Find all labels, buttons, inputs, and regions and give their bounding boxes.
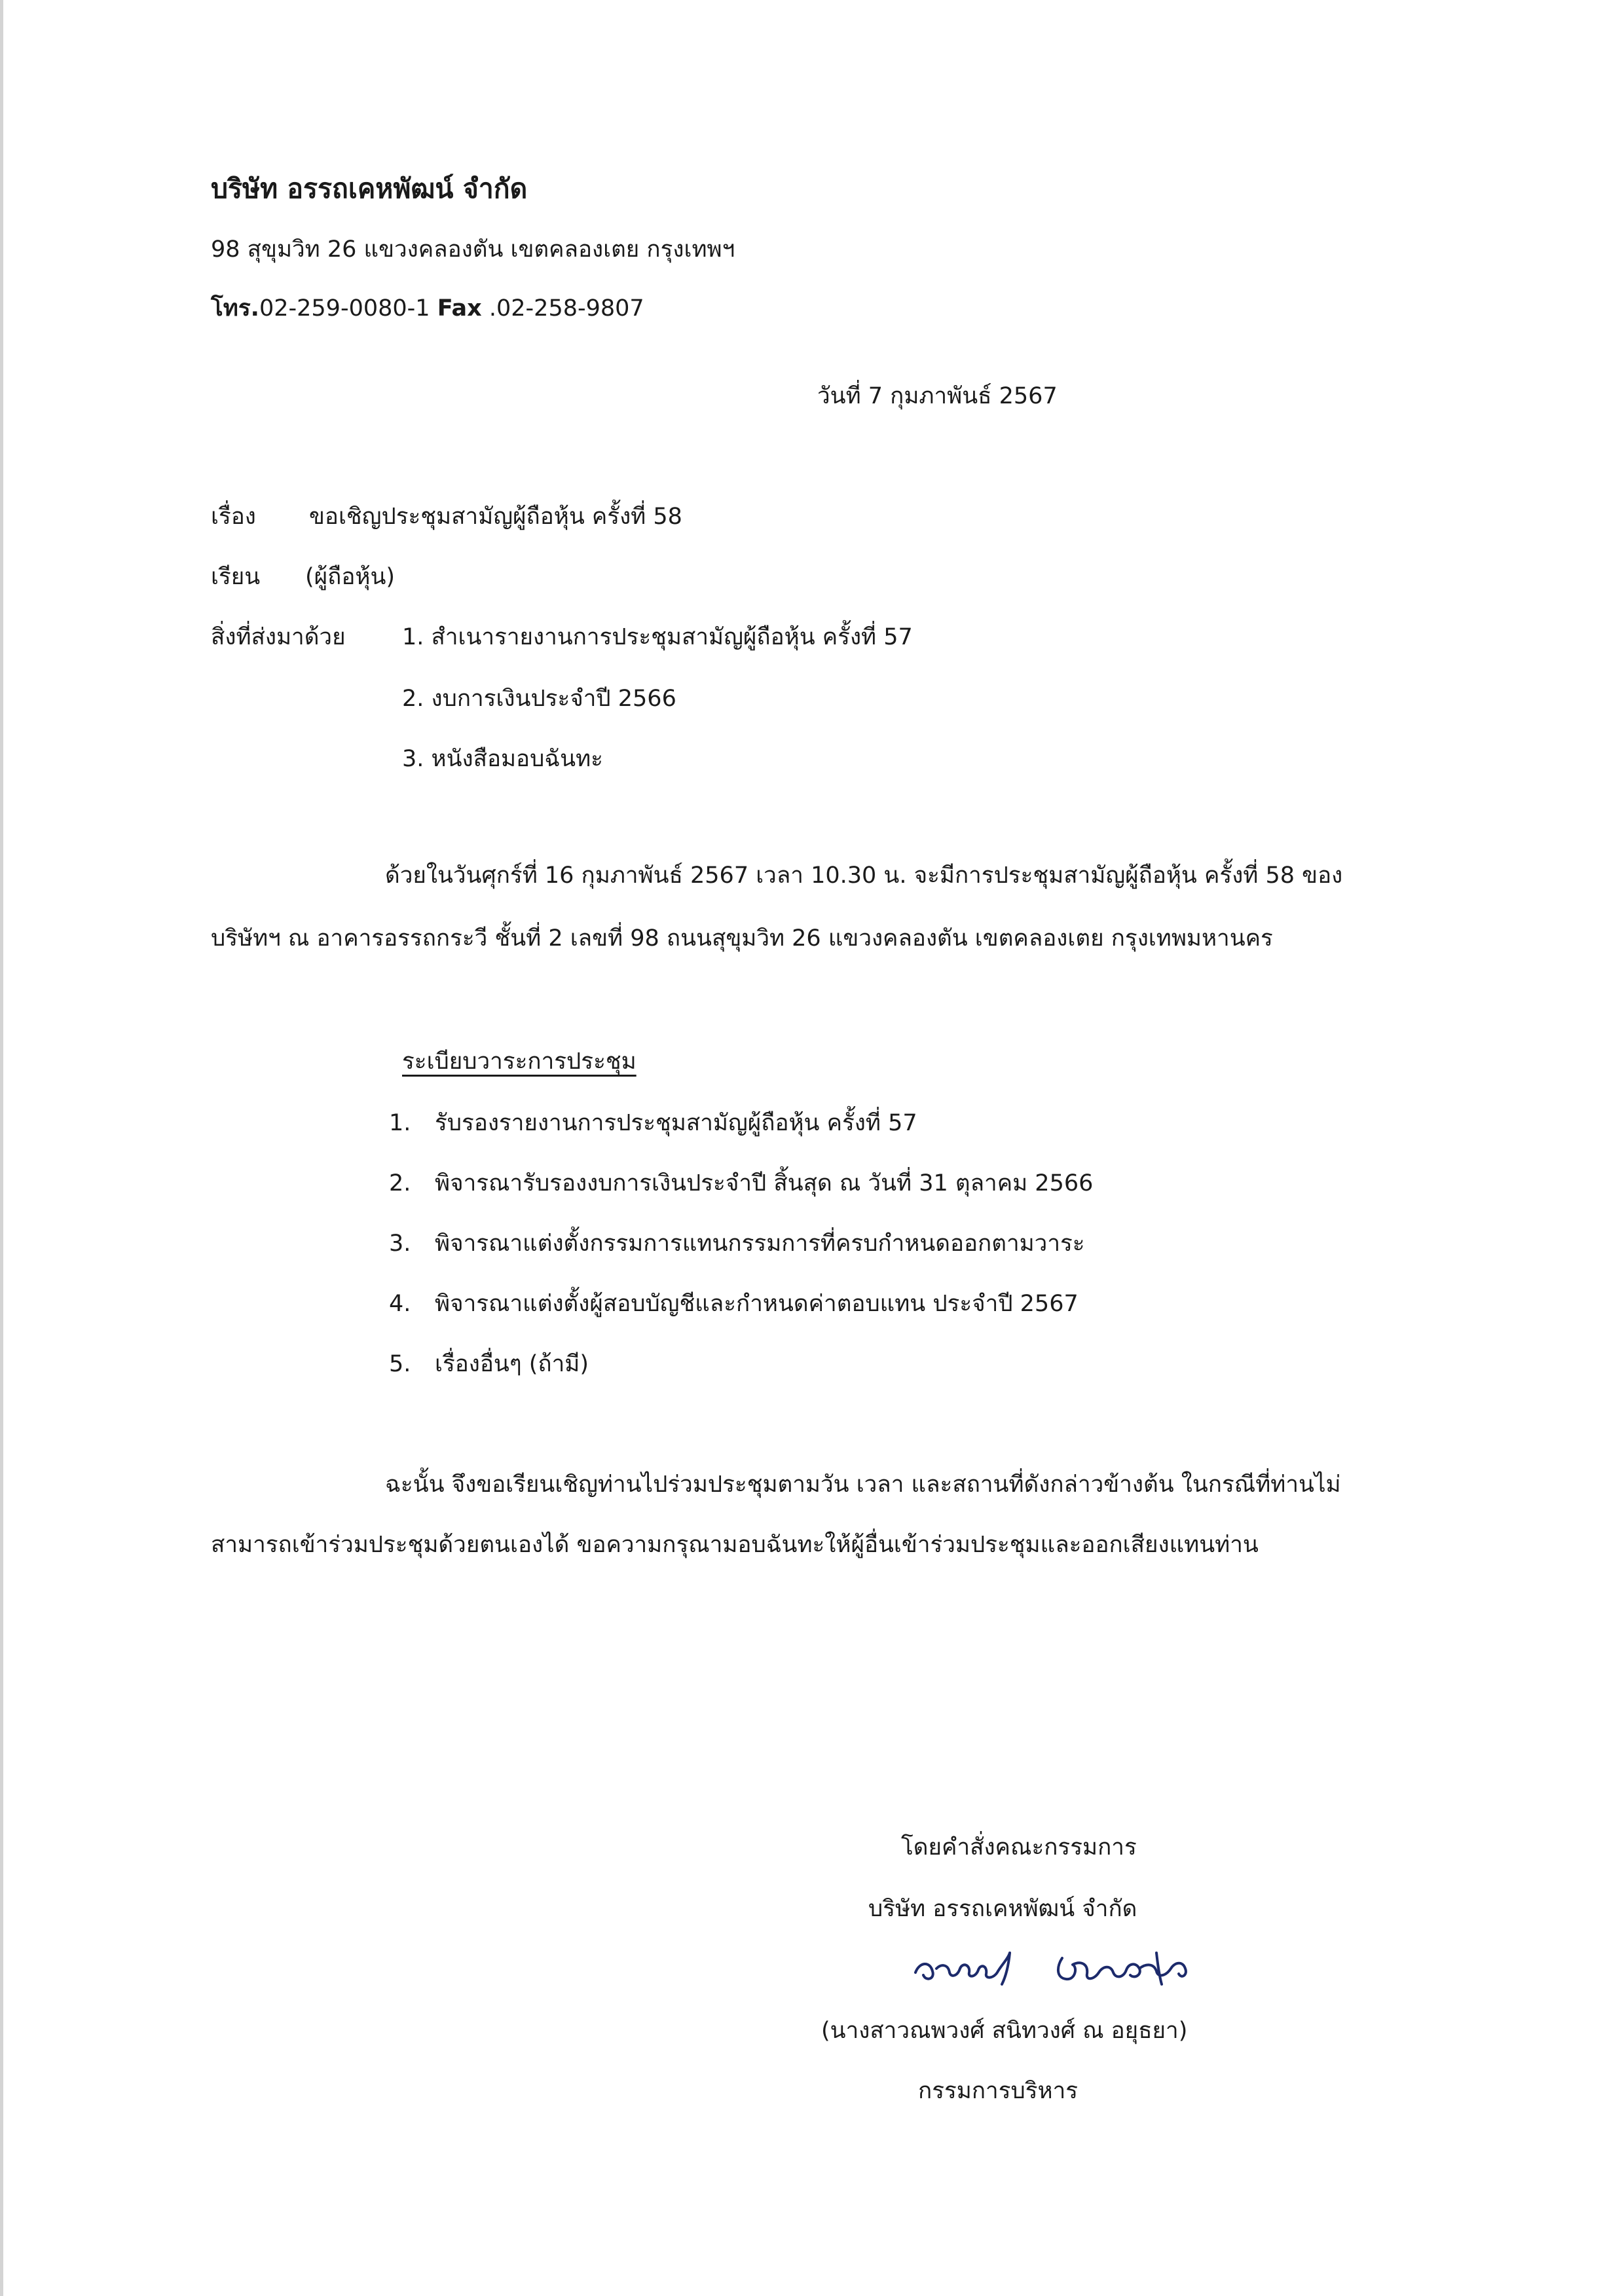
agenda-title: ระเบียบวาระการประชุม [402, 1048, 637, 1075]
agenda-item-text: เรื่องอื่นๆ (ถ้ามี) [435, 1351, 589, 1377]
agenda-item-text: พิจารณาแต่งตั้งผู้สอบบัญชีและกำหนดค่าตอบแทน ประจำปี 2567 [435, 1291, 1079, 1317]
to-value: (ผู้ถือหุ้น) [305, 564, 396, 590]
signoff-company: บริษัท อรรถเคหพัฒน์ จำกัด [868, 1896, 1137, 1922]
meeting-notice-line-1: ด้วยในวันศุกร์ที่ 16 กุมภาพันธ์ 2567 เวลา 10.30 น. จะมีการประชุมสามัญผู้ถือหุ้น ครั้งที่ 58 ของ [385, 862, 1343, 889]
agenda-item-text: พิจารณารับรองงบการเงินประจำปี สิ้นสุด ณ วันที่ 31 ตุลาคม 2566 [435, 1170, 1094, 1196]
agenda-item-number: 2. [389, 1170, 411, 1196]
invitation-line-1: ฉะนั้น จึงขอเรียนเชิญท่านไปร่วมประชุมตามวัน เวลา และสถานที่ดังกล่าวข้างต้น ในกรณีที่ท่านไม่ [385, 1472, 1341, 1498]
subject-label: เรื่อง [211, 504, 256, 530]
subject-value: ขอเชิญประชุมสามัญผู้ถือหุ้น ครั้งที่ 58 [309, 504, 682, 530]
company-address: 98 สุขุมวิท 26 แขวงคลองตัน เขตคลองเตย กรุงเทพฯ [211, 236, 735, 263]
handwritten-signature [910, 1938, 1211, 1997]
enclosure-item: 2. งบการเงินประจำปี 2566 [402, 686, 676, 712]
agenda-item-number: 5. [389, 1351, 411, 1377]
signatory-name: (นางสาวณพวงศ์ สนิทวงศ์ ณ อยุธยา) [821, 2018, 1188, 2044]
agenda-item-number: 3. [389, 1231, 411, 1257]
to-label: เรียน [211, 564, 261, 590]
company-name: บริษัท อรรถเคหพัฒน์ จำกัด [211, 173, 528, 204]
page-left-edge [0, 0, 3, 2296]
by-order-line: โดยคำสั่งคณะกรรมการ [901, 1834, 1137, 1861]
agenda-item-number: 4. [389, 1291, 411, 1317]
phone-label: โทร. [211, 295, 259, 322]
fax-number: .02-258-9807 [489, 295, 644, 322]
enclosure-item: 3. หนังสือมอบฉันทะ [402, 746, 603, 772]
agenda-item-text: พิจารณาแต่งตั้งกรรมการแทนกรรมการที่ครบกำหนดออกตามวาระ [435, 1231, 1085, 1257]
enclosure-item: 1. สำเนารายงานการประชุมสามัญผู้ถือหุ้น ครั้งที่ 57 [402, 624, 913, 650]
phone-number: 02-259-0080-1 [259, 295, 430, 322]
agenda-item-text: รับรองรายงานการประชุมสามัญผู้ถือหุ้น ครั้งที่ 57 [435, 1110, 917, 1136]
letter-date: วันที่ 7 กุมภาพันธ์ 2567 [817, 383, 1058, 409]
contact-line [211, 297, 644, 320]
invitation-line-2: สามารถเข้าร่วมประชุมด้วยตนเองได้ ขอความกรุณามอบฉันทะให้ผู้อื่นเข้าร่วมประชุมและออกเสียงแทนท่าน [211, 1532, 1259, 1558]
agenda-item-number: 1. [389, 1110, 411, 1136]
fax-label: Fax [437, 295, 482, 322]
enclosures-label: สิ่งที่ส่งมาด้วย [211, 624, 346, 650]
meeting-notice-line-2: บริษัทฯ ณ อาคารอรรถกระวี ชั้นที่ 2 เลขที่ 98 ถนนสุขุมวิท 26 แขวงคลองตัน เขตคลองเตย กรุงเทพมหานคร [211, 925, 1273, 952]
signatory-position: กรรมการบริหาร [918, 2078, 1079, 2104]
